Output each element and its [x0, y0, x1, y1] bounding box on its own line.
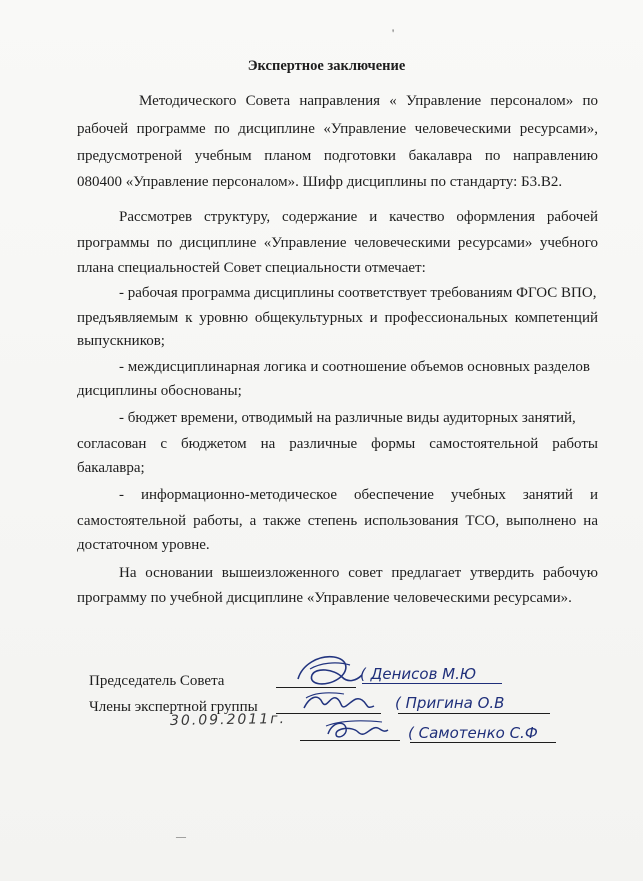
chair-label: Председатель Совета [89, 673, 225, 689]
list-item-line: - междисциплинарная логика и соотношение объемов основных разделов [119, 359, 590, 375]
list-item-line: - информационно-методическое обеспечение учебных занятий и [119, 487, 598, 503]
list-item-line: предъявляемым к уровню общекультурных и профессиональных компетенций [77, 310, 598, 326]
body-line: Рассмотрев структуру, содержание и качество оформления рабочей [119, 209, 598, 225]
intro-line: 080400 «Управление персоналом». Шифр дисциплины по стандарту: Б3.В2. [77, 174, 563, 190]
intro-line: Методического Совета направления « Управление персоналом» по [139, 93, 598, 109]
list-item-line: согласован с бюджетом на различные формы самостоятельной работы [77, 436, 598, 452]
members-label: Члены экспертной группы [89, 699, 258, 715]
list-item-line: выпускников; [77, 333, 165, 349]
chair-name-underline [362, 683, 502, 684]
list-item-line: дисциплины обоснованы; [77, 383, 242, 399]
conclusion-line: На основании вышеизложенного совет предлагает утвердить рабочую [119, 565, 598, 581]
member2-name-handwritten: Самотенко С.Ф [418, 724, 538, 742]
chair-name-handwritten: Денисов М.Ю [370, 665, 477, 683]
member1-name-underline [398, 713, 550, 714]
body-line: программы по дисциплине «Управление человеческими ресурсами» учебного [77, 235, 598, 251]
list-item-line: самостоятельной работы, а также степень использования ТСО, выполнено на [77, 513, 598, 529]
member1-name-handwritten: Пригина О.В [405, 694, 505, 712]
signature-date: 30.09.2011г. [169, 710, 287, 730]
body-line: плана специальностей Совет специальности отмечает: [77, 260, 426, 276]
list-item-line: - рабочая программа дисциплины соответствует требованиям ФГОС ВПО, [119, 285, 597, 301]
member1-name-paren-open: ( [395, 694, 401, 712]
list-item-line: - бюджет времени, отводимый на различные виды аудиторных занятий, [119, 410, 576, 426]
member2-name-underline [410, 742, 556, 743]
scan-mark: ' [392, 26, 395, 40]
list-item-line: бакалавра; [77, 460, 145, 476]
intro-line: предусмотреной учебным планом подготовки бакалавра по направлению [77, 148, 598, 164]
member2-name-paren-open: ( [408, 724, 414, 742]
conclusion-line: программу по учебной дисциплине «Управление человеческими ресурсами». [77, 590, 572, 606]
member1-signature [300, 688, 380, 718]
document-title: Экспертное заключение [247, 58, 406, 74]
scan-mark: — [176, 832, 186, 843]
list-item-line: достаточном уровне. [77, 537, 210, 553]
member2-signature [322, 716, 392, 746]
intro-line: рабочей программе по дисциплине «Управление человеческими ресурсами», [77, 121, 598, 137]
chair-name-paren-open: ( [360, 665, 366, 683]
